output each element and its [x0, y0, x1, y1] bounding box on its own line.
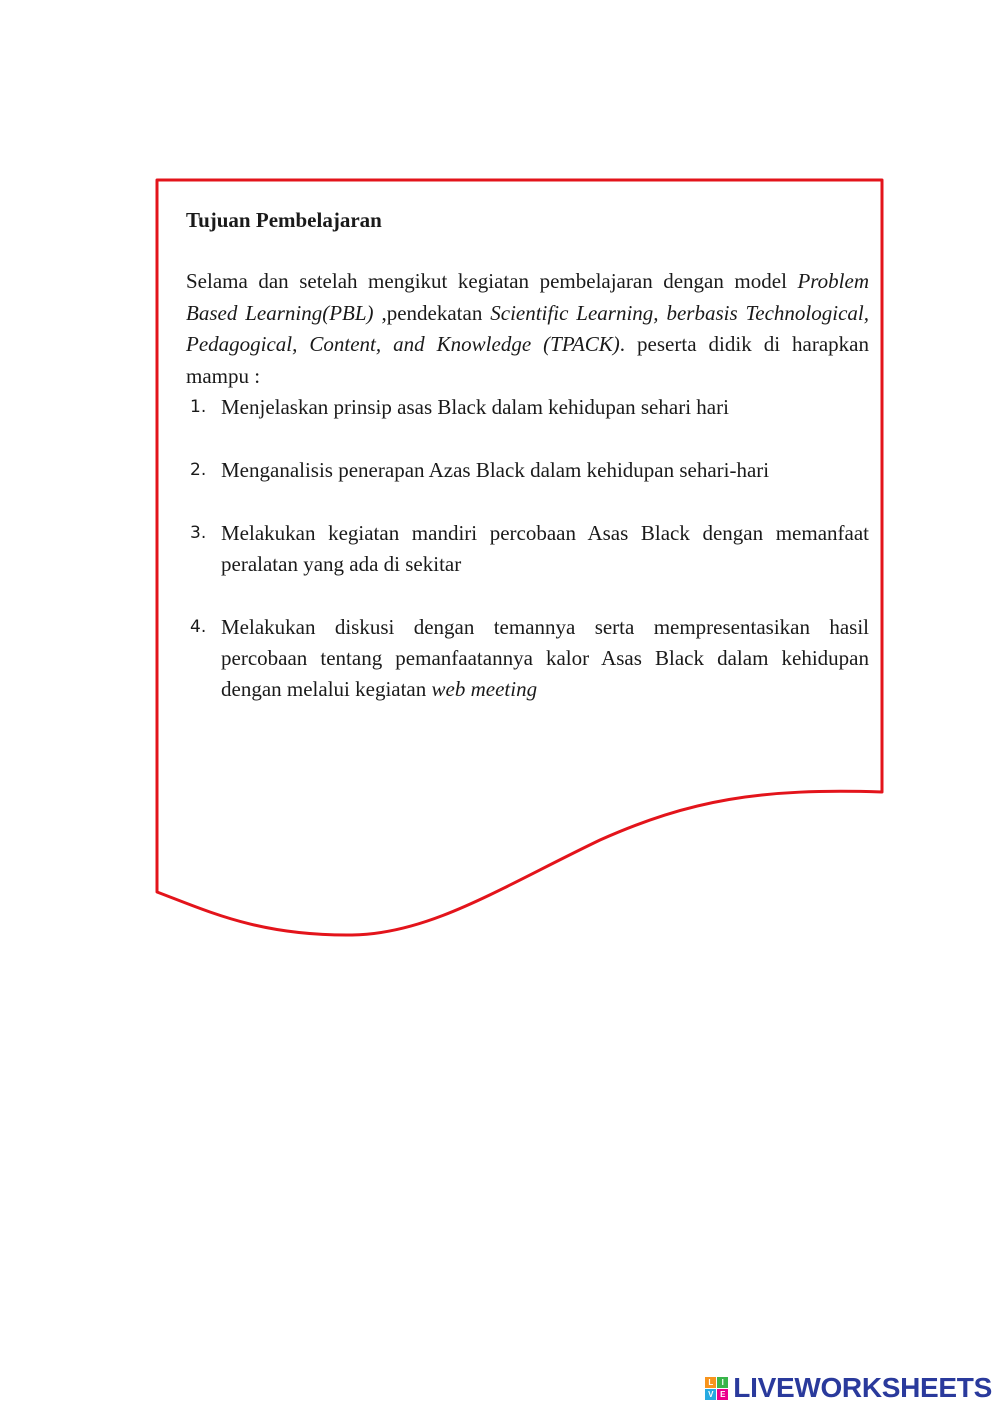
logo-tile: L [705, 1377, 716, 1388]
objective-text-emphasis: web meeting [431, 677, 538, 701]
learning-objectives-content [186, 205, 869, 737]
intro-paragraph [186, 266, 869, 392]
objective-number: 4. [190, 617, 207, 637]
liveworksheets-watermark[interactable] [705, 1371, 992, 1405]
objective-number: 1. [190, 397, 207, 417]
objective-item [186, 455, 869, 486]
intro-model-name: Problem Based Learning(PBL) [186, 269, 869, 325]
intro-text-2: ,pendekatan [373, 300, 491, 325]
logo-tile: I [717, 1377, 728, 1388]
objectives-list [186, 392, 869, 705]
objective-number: 3. [190, 523, 207, 543]
intro-approach-name: Scientific Learning, berbasis Technological, Pedagogical, Content, and Knowledge (TPACK) [186, 300, 869, 356]
document-title: Tujuan Pembelajaran [186, 208, 382, 232]
objective-text: Melakukan kegiatan mandiri percobaan Asas Black dengan memanfaat peralatan yang ada di sekitar [221, 521, 869, 576]
objective-item [186, 518, 869, 580]
liveworksheets-logo-icon [705, 1377, 728, 1400]
objective-text: Menjelaskan prinsip asas Black dalam kehidupan sehari hari [221, 395, 729, 419]
objective-item [186, 612, 869, 705]
liveworksheets-wordmark: LIVEWORKSHEETS [733, 1372, 992, 1403]
logo-tile: V [705, 1389, 716, 1400]
objective-number: 2. [190, 460, 207, 480]
objective-text: Melakukan diskusi dengan temannya serta mempresentasikan hasil percobaan tentang pemanfaatannya kalor Asas Black dalam kehidupan dengan melalui kegiatan [221, 615, 869, 701]
logo-tile: E [717, 1389, 728, 1400]
objective-item [186, 392, 869, 423]
objective-text: Menganalisis penerapan Azas Black dalam kehidupan sehari-hari [221, 458, 770, 482]
intro-text-1: Selama dan setelah mengikut kegiatan pembelajaran dengan model [186, 269, 798, 293]
intro-text-3: . peserta didik di harapkan mampu : [186, 332, 869, 388]
